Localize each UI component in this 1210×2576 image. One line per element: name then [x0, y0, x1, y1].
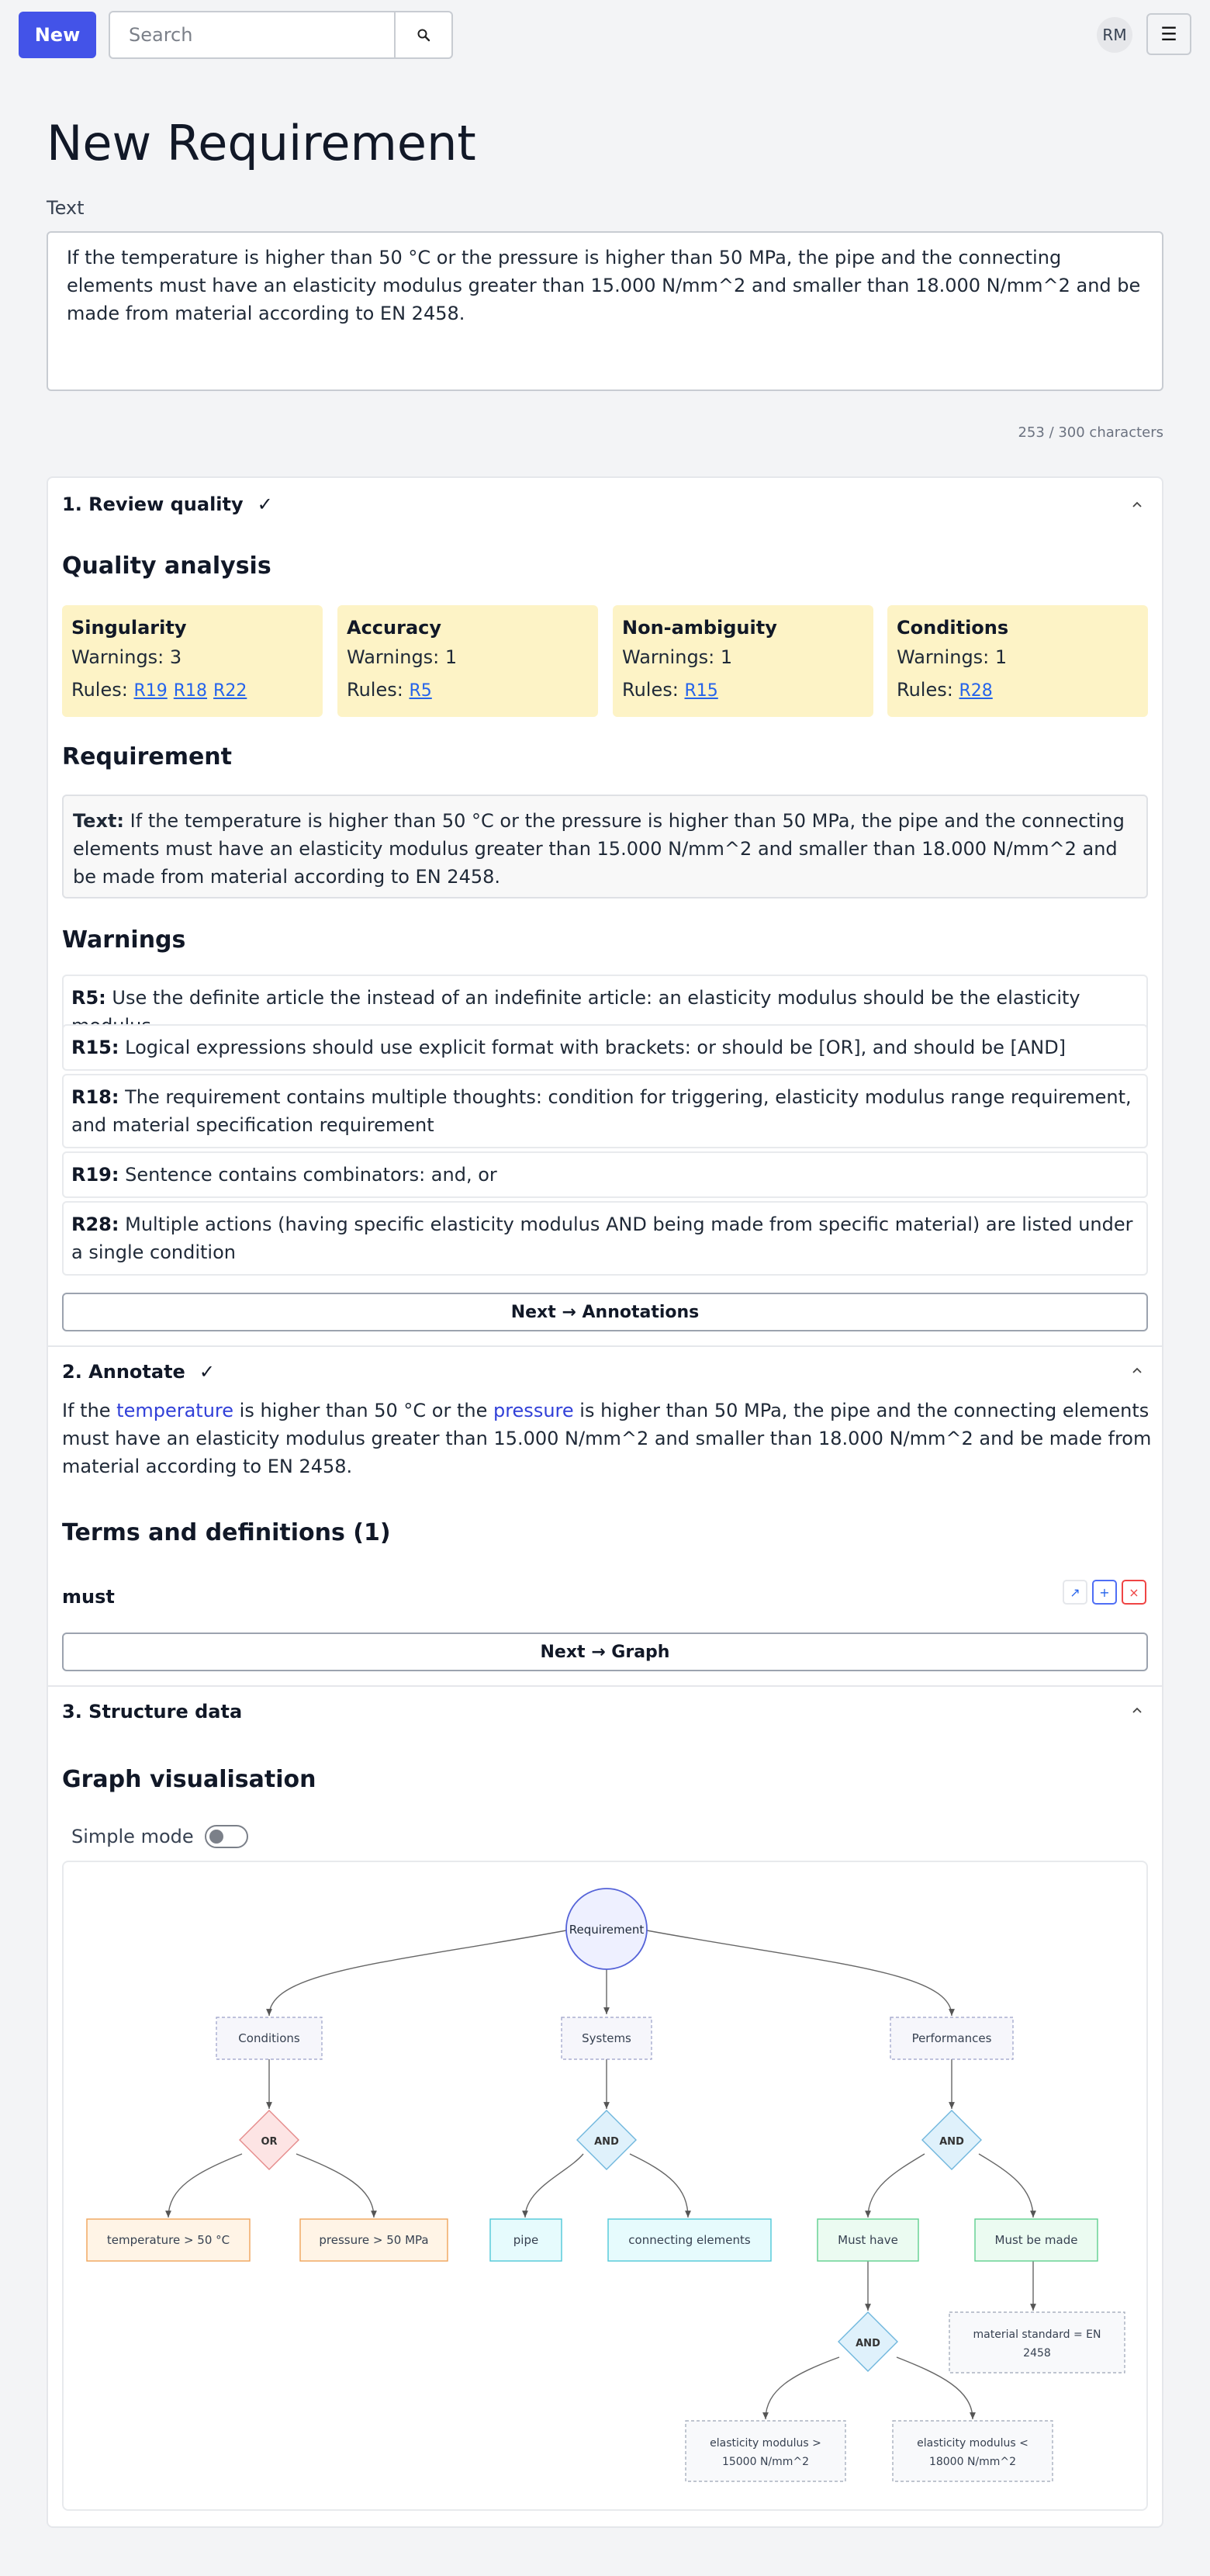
elasticity-min-label: 15000 N/mm^2	[721, 2456, 810, 2468]
root-node-label: Requirement	[569, 1923, 645, 1937]
workflow-accordion	[47, 476, 1163, 2528]
quality-card-rules	[897, 673, 1139, 708]
rule-link-r28[interactable]: R28	[959, 681, 993, 701]
elasticity-max-node[interactable]	[893, 2421, 1053, 2481]
condition-temperature-label: temperature > 50 °C	[106, 2233, 230, 2247]
elasticity-min-node[interactable]	[686, 2421, 845, 2481]
condition-temperature-node[interactable]	[87, 2219, 250, 2261]
graph-heading: Graph visualisation	[62, 1766, 316, 1793]
hamburger-icon: ☰	[1160, 23, 1177, 45]
and-gate-performances[interactable]	[922, 2110, 981, 2169]
system-pipe-label: pipe	[513, 2233, 539, 2247]
quality-card-rules	[622, 673, 864, 708]
check-icon: ✓	[257, 493, 273, 515]
terms-heading: Terms and definitions (1)	[62, 1519, 391, 1546]
section-divider	[48, 1685, 1162, 1687]
character-counter: 253 / 300 characters	[1018, 424, 1163, 441]
warning-rule: R28:	[71, 1214, 119, 1235]
and-gate-must-have[interactable]	[838, 2312, 897, 2371]
next-graph-button[interactable]: Next → Graph	[62, 1633, 1148, 1671]
quality-card-warnings: Warnings: 1	[622, 646, 733, 668]
quality-card-warnings: Warnings: 3	[71, 646, 182, 668]
warning-rule: R19:	[71, 1164, 119, 1186]
quality-card-singularity	[62, 605, 323, 717]
quality-card-title: Singularity	[71, 617, 187, 639]
quality-card-warnings: Warnings: 1	[897, 646, 1008, 668]
search-icon	[417, 28, 430, 42]
quality-card-title: Conditions	[897, 617, 1009, 639]
warning-rule: R15:	[71, 1037, 119, 1058]
quality-card-rules	[71, 673, 313, 708]
elasticity-max-label: 18000 N/mm^2	[928, 2456, 1017, 2468]
rules-label: Rules:	[347, 679, 403, 701]
warning-text: Use the definite article the instead of an indefinite article: an elasticity modulus should be the elasticity	[112, 987, 1080, 1009]
warning-rule: R5:	[71, 987, 106, 1009]
performances-node-label: Performances	[911, 2031, 992, 2045]
quality-card-non-ambiguity	[613, 605, 873, 717]
requirement-textarea[interactable]: If the temperature is higher than 50 °C or the pressure is higher than 50 MPa, the pipe and the connecting elements must have an elasticity modulus greater than 15.000 N/mm^2 and smaller than 18.000 N/mm^2 and be made from material according to EN 2458.	[47, 231, 1163, 391]
annotation-pressure[interactable]: pressure	[493, 1400, 574, 1421]
warnings-heading: Warnings	[62, 926, 186, 954]
quality-card-title: Accuracy	[347, 617, 442, 639]
chevron-up-icon[interactable]	[1129, 1702, 1145, 1718]
annotated-requirement-text	[62, 1397, 1156, 1480]
simple-mode-label: Simple mode	[71, 1826, 194, 1847]
rule-link-r5[interactable]: R5	[409, 681, 432, 701]
condition-pressure-label: pressure > 50 MPa	[319, 2233, 429, 2247]
external-link-icon: ↗	[1070, 1584, 1080, 1600]
quality-card-accuracy	[337, 605, 598, 717]
requirement-text-label: Text:	[73, 810, 125, 832]
must-be-made-label: Must be made	[994, 2233, 1078, 2247]
warning-item	[62, 1151, 1148, 1198]
delete-term-button[interactable]	[1122, 1580, 1146, 1605]
requirement-preview-text: If the temperature is higher than 50 °C or the pressure is higher than 50 MPa, the pipe and the connecting elements must have an elasticity modulus greater than 15.000 N/mm^2 and smaller than 18.000 N/mm^2 and be made from material according to EN 2458.	[73, 810, 1125, 888]
annotate-title: 2. Annotate	[62, 1361, 185, 1383]
graph-visualisation	[62, 1861, 1148, 2511]
close-icon: ×	[1129, 1584, 1139, 1600]
conditions-node[interactable]	[216, 2017, 322, 2059]
material-standard-label: material standard = EN	[973, 2328, 1101, 2341]
warning-item	[62, 1074, 1148, 1148]
annotation-temperature[interactable]: temperature	[116, 1400, 234, 1421]
term-actions	[1063, 1580, 1146, 1605]
search-input[interactable]	[110, 12, 394, 57]
review-quality-title: 1. Review quality	[62, 493, 244, 515]
root-node[interactable]	[566, 1889, 647, 1969]
simple-mode-control	[71, 1825, 248, 1848]
chevron-up-icon[interactable]	[1129, 1362, 1145, 1378]
quality-card-title: Non-ambiguity	[622, 617, 777, 639]
must-be-made-node[interactable]	[975, 2219, 1098, 2261]
toggle-knob	[209, 1830, 223, 1844]
and-gate-label: AND	[856, 2338, 880, 2349]
requirement-heading: Requirement	[62, 743, 233, 770]
quality-card-warnings: Warnings: 1	[347, 646, 458, 668]
simple-mode-toggle[interactable]	[205, 1825, 248, 1848]
quality-card-rules	[347, 673, 589, 708]
warning-text: The requirement contains multiple thoughts: condition for triggering, elasticity modulus range requirement, and material specification requirement	[71, 1086, 1132, 1136]
must-have-label: Must have	[838, 2233, 898, 2247]
text-segment: is higher than 50 MPa, the pipe and the connecting elements must have an elasticity modulus greater than 15.000 N/mm^2 and smaller than 18.000 N/mm^2 and be made from material according to EN 2458.	[62, 1400, 1152, 1477]
term-must: must	[62, 1586, 115, 1608]
warning-text: Logical expressions should use explicit format with brackets: or should be [OR], and should be [AND]	[125, 1037, 1067, 1058]
rules-label: Rules:	[622, 679, 679, 701]
and-gate-label: AND	[594, 2136, 619, 2148]
structure-data-header[interactable]	[62, 1688, 242, 1735]
requirement-graph	[64, 1862, 1148, 2511]
text-segment: If the	[62, 1400, 117, 1421]
top-bar	[0, 0, 1210, 70]
add-definition-button[interactable]	[1092, 1580, 1117, 1605]
warning-rule: R18:	[71, 1086, 119, 1108]
rules-label: Rules:	[71, 679, 128, 701]
rule-link-r22[interactable]: R22	[213, 681, 247, 701]
structure-data-title: 3. Structure data	[62, 1701, 243, 1723]
search-button[interactable]	[394, 12, 451, 57]
elasticity-max-label: elasticity modulus <	[917, 2437, 1028, 2450]
material-standard-node[interactable]	[949, 2312, 1125, 2373]
warning-item	[62, 1024, 1148, 1071]
chevron-up-icon[interactable]	[1129, 497, 1145, 512]
condition-pressure-node[interactable]	[300, 2219, 448, 2261]
text-label: Text	[47, 197, 85, 219]
system-connecting-node[interactable]	[608, 2219, 771, 2261]
text-segment: is higher than 50 °C or the	[233, 1400, 493, 1421]
section-divider	[48, 1345, 1162, 1347]
systems-node[interactable]	[562, 2017, 652, 2059]
conditions-node-label: Conditions	[238, 2031, 300, 2045]
and-gate-label: AND	[939, 2136, 964, 2148]
quality-analysis-heading: Quality analysis	[62, 552, 271, 580]
review-quality-header[interactable]	[62, 481, 273, 528]
warning-item	[62, 1201, 1148, 1276]
system-pipe-node[interactable]	[490, 2219, 562, 2261]
warning-text: Sentence contains combinators: and, or	[125, 1164, 497, 1186]
graph-edges	[168, 1930, 1033, 2419]
must-have-node[interactable]	[818, 2219, 918, 2261]
performances-node[interactable]	[890, 2017, 1013, 2059]
avatar[interactable]: RM	[1097, 17, 1132, 53]
systems-node-label: Systems	[582, 2031, 631, 2045]
elasticity-min-label: elasticity modulus >	[710, 2437, 821, 2450]
open-term-button[interactable]	[1063, 1580, 1087, 1605]
system-connecting-label: connecting elements	[628, 2233, 751, 2247]
rule-link-r15[interactable]: R15	[684, 681, 718, 701]
annotate-header[interactable]	[62, 1349, 215, 1395]
rule-link-r18[interactable]: R18	[173, 681, 208, 701]
quality-card-conditions	[887, 605, 1148, 717]
menu-button[interactable]	[1146, 13, 1191, 55]
new-button[interactable]: New	[19, 12, 96, 58]
rule-link-r19[interactable]: R19	[133, 681, 168, 701]
search-group	[109, 11, 453, 59]
warning-text: Multiple actions (having specific elasticity modulus AND being made from specific material) are listed under a single condition	[71, 1214, 1133, 1263]
requirement-preview	[62, 795, 1148, 898]
or-gate[interactable]	[240, 2110, 299, 2169]
check-icon: ✓	[199, 1361, 215, 1383]
page-title: New Requirement	[47, 115, 476, 171]
rules-label: Rules:	[897, 679, 953, 701]
or-gate-label: OR	[261, 2136, 278, 2148]
and-gate-systems[interactable]	[577, 2110, 636, 2169]
material-standard-label: 2458	[1023, 2347, 1051, 2360]
next-annotations-button[interactable]: Next → Annotations	[62, 1293, 1148, 1331]
plus-icon: +	[1099, 1584, 1110, 1600]
